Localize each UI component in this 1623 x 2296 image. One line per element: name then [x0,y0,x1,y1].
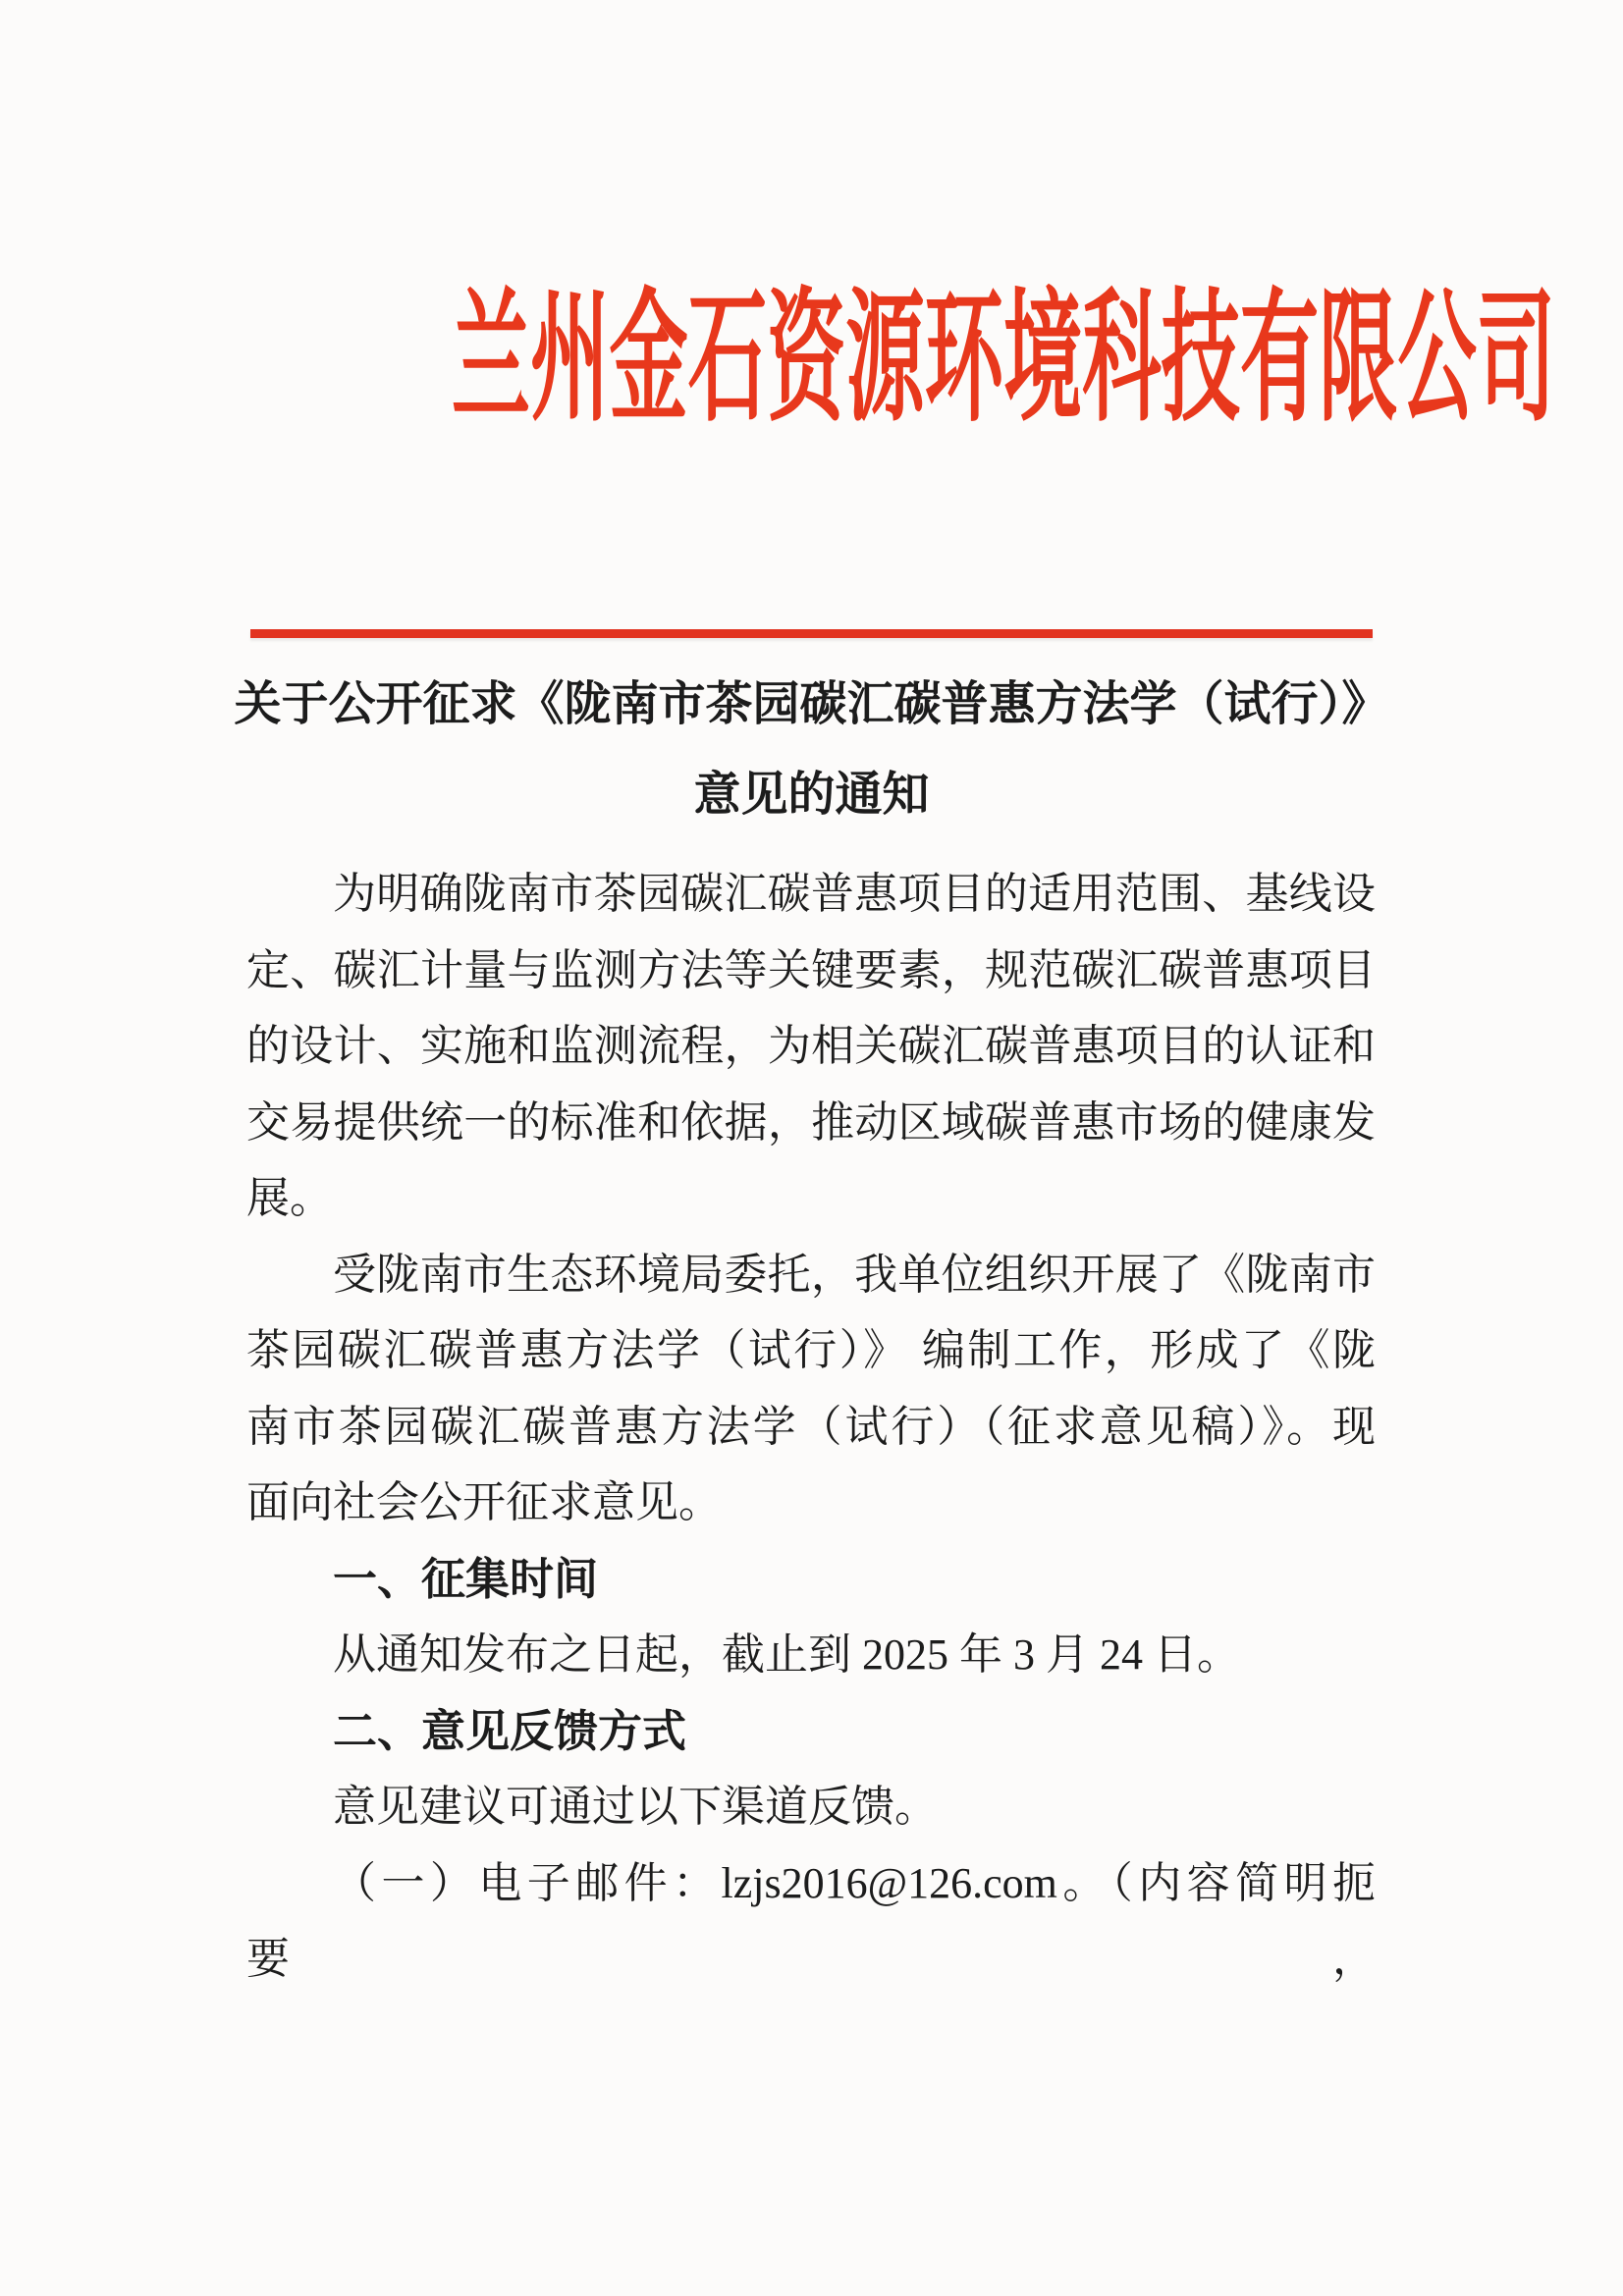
body-line: 面向社会公开征求意见。 [246,1478,722,1526]
document-title [0,660,1623,840]
feedback-intro-line: 意见建议可通过以下渠道反馈。 [333,1783,938,1831]
body-line: 茶园碳汇碳普惠方法学（试行）》 编制工作，形成了《陇 [246,1326,1376,1374]
body-line: 定、碳汇计量与监测方法等关键要素，规范碳汇碳普惠项目 [246,945,1376,994]
body-line: 展。 [246,1174,333,1222]
company-name: 兰州金石资源环境科技有限公司 [451,280,1556,439]
body-line: 的设计、实施和监测流程，为相关碳汇碳普惠项目的认证和 [246,1022,1376,1070]
body-line: 为明确陇南市茶园碳汇碳普惠项目的适用范围、基线设 [333,870,1376,918]
email-contact-line: （一）电子邮件：lzjs2016@126.com。（内容简明扼要， [246,1858,1376,1983]
body-line: 南市茶园碳汇碳普惠方法学（试行）（征求意见稿）》。现 [246,1402,1376,1451]
section-2-heading: 二、意见反馈方式 [333,1705,687,1756]
document-title-line2: 意见的通知 [693,769,930,821]
body-line: 交易提供统一的标准和依据，推动区域碳普惠市场的健康发 [246,1097,1376,1147]
letterhead-divider-line [250,629,1373,638]
letterhead [0,0,1623,439]
section-1-heading: 一、征集时间 [333,1553,599,1604]
document-title-line1: 关于公开征求《陇南市茶园碳汇碳普惠方法学（试行）》 [234,678,1389,730]
body-line: 受陇南市生态环境局委托，我单位组织开展了《陇南市 [333,1250,1376,1299]
collection-deadline-line: 从通知发布之日起，截止到 2025 年 3 月 24 日。 [333,1630,1240,1679]
document-body [246,856,1376,1998]
